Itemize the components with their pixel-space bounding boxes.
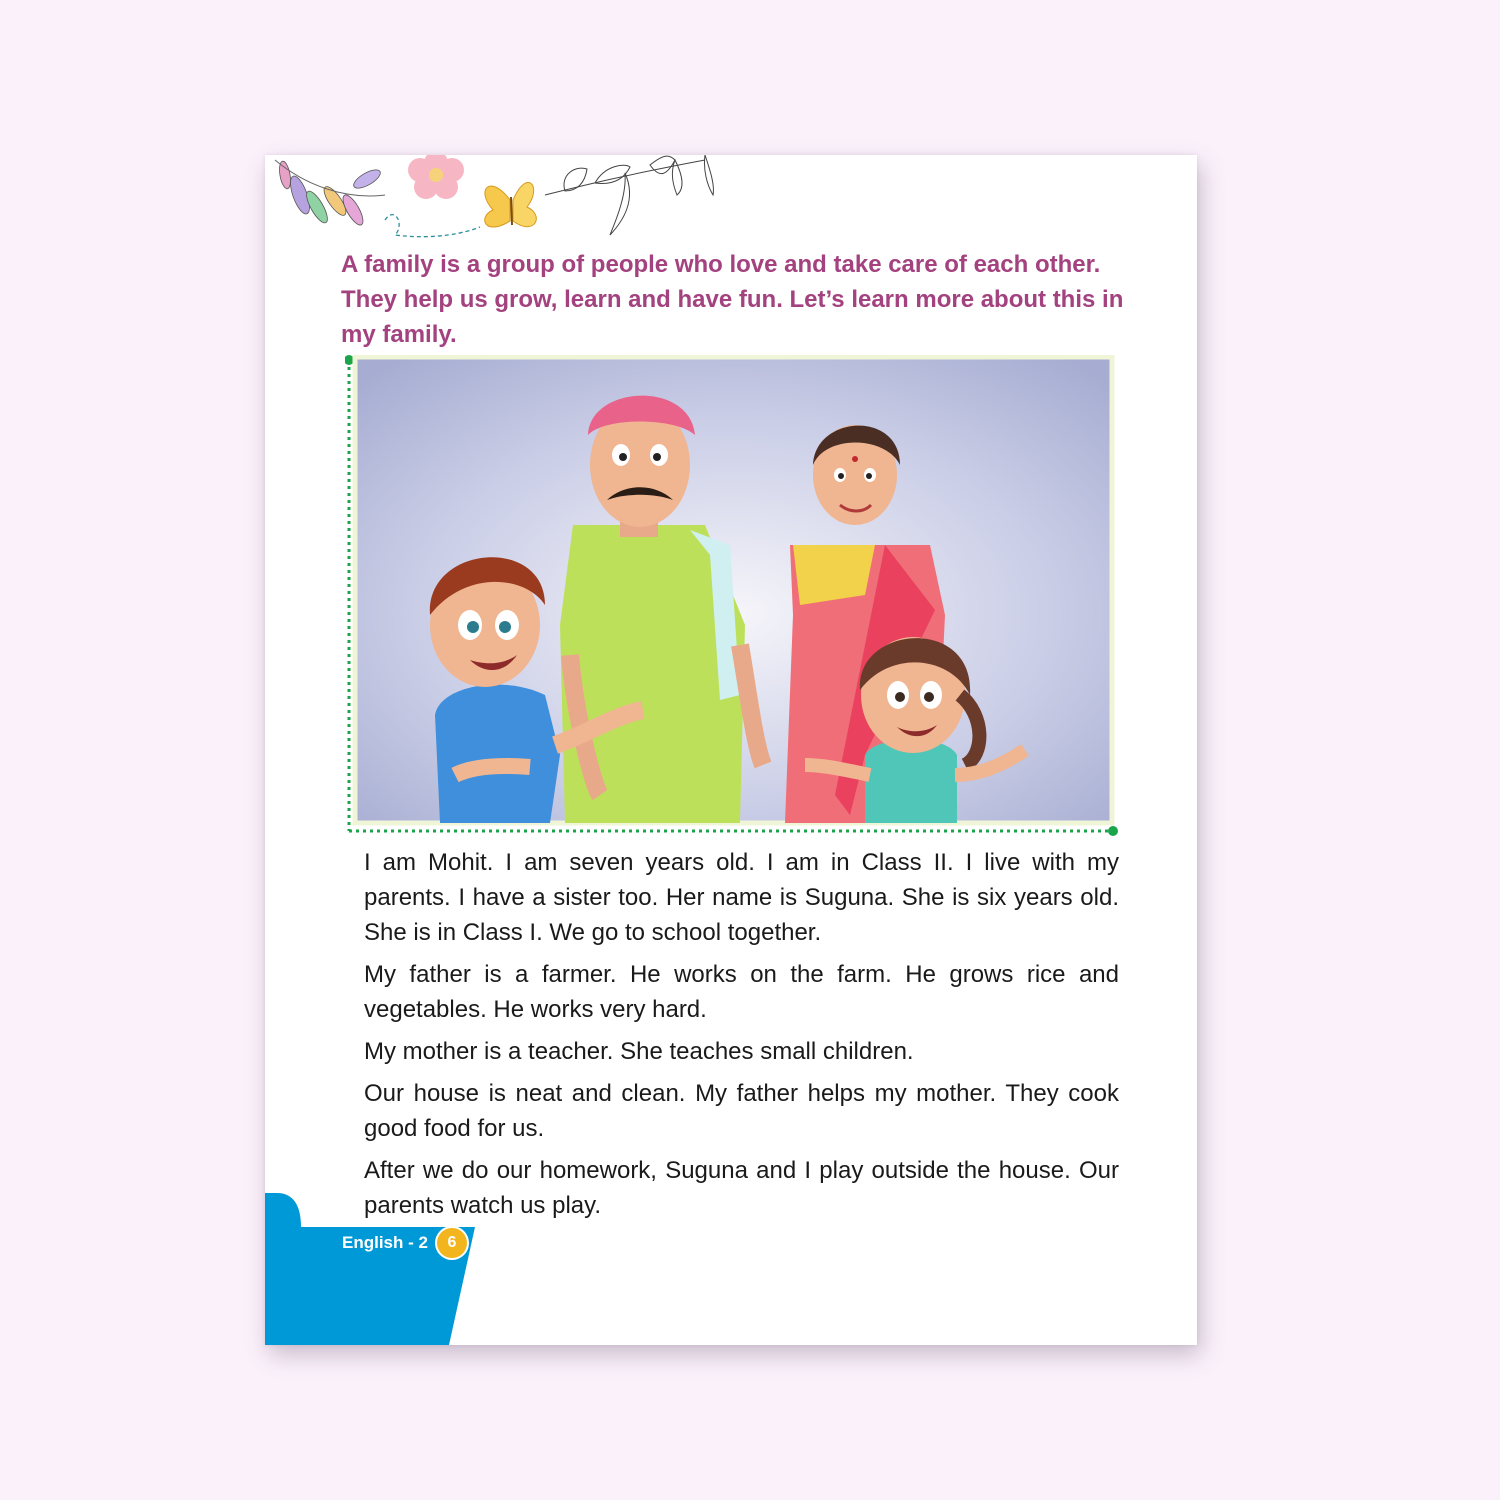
- intro-paragraph: A family is a group of people who love and take care of each other. They help us grow, learn and have fun. Let’s learn more about this in my family.: [341, 251, 1124, 348]
- page-number-badge: 6: [437, 1228, 467, 1258]
- story-paragraph: I am Mohit. I am seven years old. I am in Class II. I live with my parents. I have a sister too. Her name is Suguna. She is six years old. She is in Class I. We go to school together.: [364, 849, 1119, 946]
- leaf-icon: [545, 155, 713, 235]
- textbook-page: [265, 155, 1197, 1345]
- story-paragraph: Our house is neat and clean. My father helps my mother. They cook good food for us.: [364, 1080, 1119, 1142]
- flower-icon: [408, 155, 464, 199]
- floral-decoration: [265, 155, 725, 245]
- story-text: [364, 845, 1119, 1230]
- leaf-icon: [275, 160, 385, 228]
- story-paragraph: My father is a farmer. He works on the farm. He grows rice and vegetables. He works very hard.: [364, 961, 1119, 1023]
- book-title-label: English - 2: [342, 1233, 428, 1252]
- family-illustration: [345, 355, 1120, 837]
- story-paragraph: My mother is a teacher. She teaches small children.: [364, 1038, 914, 1065]
- footer-tab: [265, 1193, 475, 1345]
- story-paragraph: After we do our homework, Suguna and I play outside the house. Our parents watch us play.: [364, 1157, 1119, 1219]
- butterfly-icon: [485, 182, 537, 227]
